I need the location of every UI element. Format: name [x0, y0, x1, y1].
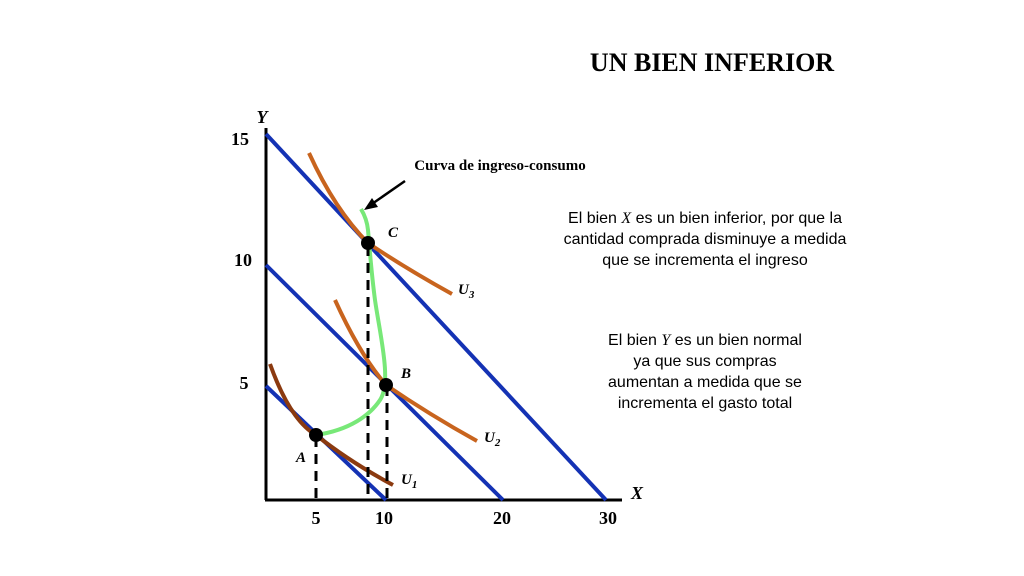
x-tick-label: 5 [311, 508, 321, 528]
point-b-marker [379, 378, 393, 392]
normal-good-note-rest: es un bien normal [670, 332, 802, 349]
normal-good-note-line3: aumentan a medida que se [608, 374, 802, 391]
normal-good-note-var: Y [661, 332, 671, 349]
normal-good-note-line1 [580, 330, 830, 351]
point-b-label: B [400, 366, 412, 382]
x-tick-label: 30 [599, 508, 617, 528]
normal-good-note-line4: incrementa el gasto total [617, 395, 793, 412]
curve-label-u2 [484, 430, 501, 449]
curve-label-u3-sub: 3 [468, 289, 475, 301]
curve-label-u2-sub: 2 [494, 437, 501, 449]
curve-label-u1-base: U [401, 472, 412, 488]
point-a-label: A [295, 450, 307, 466]
curve-label-u3-base: U [458, 282, 469, 298]
indifference-curve-u1 [270, 364, 393, 485]
point-c-marker [361, 236, 375, 250]
inferior-good-note-line2: cantidad comprada disminuye a medida [563, 231, 847, 248]
y-tick-label: 10 [234, 250, 252, 270]
point-a-marker [309, 428, 323, 442]
indifference-curve-u3 [309, 153, 452, 294]
inferior-good-note-line1 [525, 208, 885, 229]
point-c-label: C [387, 225, 399, 241]
y-tick-label: 5 [239, 373, 249, 393]
curve-label-u1 [401, 472, 417, 491]
normal-good-note-line2: ya que sus compras [633, 353, 777, 370]
income-consumption-callout: Curva de ingreso-consumo [414, 158, 586, 174]
x-tick-label: 20 [493, 508, 511, 528]
inferior-good-note-line3: que se incrementa el ingreso [602, 252, 808, 269]
page-title: UN BIEN INFERIOR [589, 48, 835, 77]
curve-label-u3 [458, 282, 475, 301]
normal-good-note [580, 330, 830, 414]
curve-label-u2-base: U [484, 430, 495, 446]
curve-label-u1-sub: 1 [411, 479, 418, 491]
x-axis-label: X [630, 483, 644, 503]
x-tick-label: 10 [375, 508, 393, 528]
inferior-good-note-var: X [621, 210, 632, 227]
normal-good-note-pre: El bien [608, 332, 662, 349]
inferior-good-note-pre: El bien [568, 210, 622, 227]
y-tick-label: 15 [231, 129, 249, 149]
inferior-good-note-rest: es un bien inferior, por que la [631, 210, 842, 227]
y-axis-label: Y [256, 107, 268, 127]
inferior-good-note [525, 208, 885, 271]
